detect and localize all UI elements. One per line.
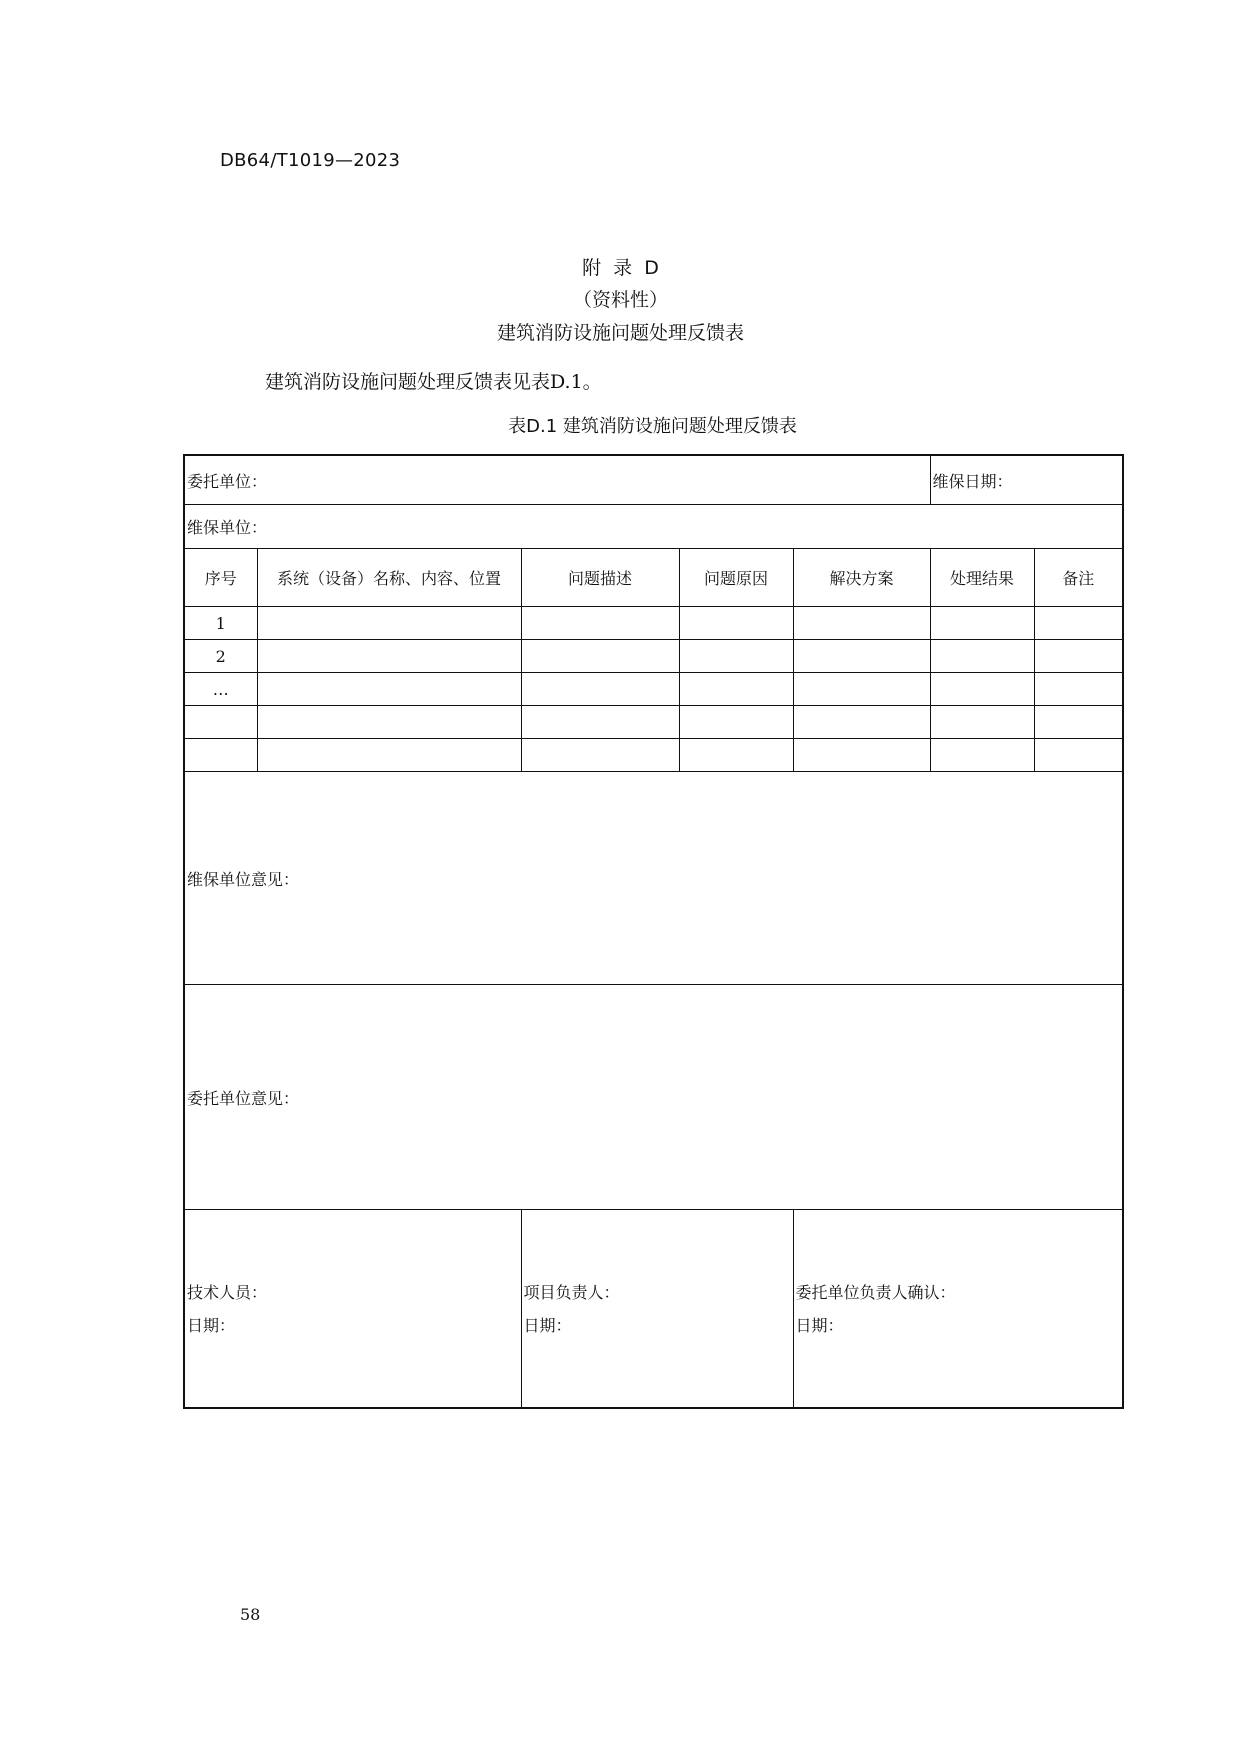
table-cell[interactable] bbox=[679, 739, 793, 772]
maint-date-field[interactable]: 维保日期： bbox=[930, 455, 1123, 505]
appendix-label: 附 录 D bbox=[582, 257, 659, 279]
table-cell[interactable] bbox=[521, 607, 679, 640]
row-number bbox=[184, 739, 257, 772]
table-cell[interactable] bbox=[1034, 673, 1123, 706]
table-row bbox=[184, 673, 1123, 706]
signature-technician[interactable] bbox=[184, 1210, 521, 1409]
signature-date: 日期： bbox=[795, 1315, 844, 1335]
table-cell[interactable] bbox=[257, 607, 521, 640]
table-cell[interactable] bbox=[1034, 706, 1123, 739]
entrust-opinion-field[interactable]: 委托单位意见： bbox=[184, 985, 1123, 1210]
column-header: 处理结果 bbox=[930, 549, 1034, 607]
entrust-unit-field[interactable]: 委托单位： bbox=[184, 455, 930, 505]
signature-role: 技术人员： bbox=[187, 1282, 268, 1302]
maint-unit-field[interactable]: 维保单位： bbox=[184, 505, 1123, 549]
table-row bbox=[184, 640, 1123, 673]
column-header: 序号 bbox=[184, 549, 257, 607]
signature-row bbox=[184, 1210, 1123, 1409]
signature-role: 项目负责人： bbox=[523, 1282, 620, 1302]
row-number: 1 bbox=[184, 607, 257, 640]
table-cell[interactable] bbox=[257, 673, 521, 706]
maint-opinion-field[interactable]: 维保单位意见： bbox=[184, 772, 1123, 985]
signature-date: 日期： bbox=[187, 1315, 236, 1335]
table-cell[interactable] bbox=[521, 739, 679, 772]
row-number bbox=[184, 706, 257, 739]
body-paragraph: 建筑消防设施问题处理反馈表见表D.1。 bbox=[265, 371, 602, 393]
table-cell[interactable] bbox=[930, 607, 1034, 640]
page-number: 58 bbox=[240, 1605, 261, 1624]
appendix-nature: （资料性） bbox=[572, 289, 668, 311]
table-cell[interactable] bbox=[930, 673, 1034, 706]
row-number: 2 bbox=[184, 640, 257, 673]
table-cell[interactable] bbox=[930, 640, 1034, 673]
table-cell[interactable] bbox=[793, 706, 930, 739]
table-cell[interactable] bbox=[793, 607, 930, 640]
table-cell[interactable] bbox=[930, 739, 1034, 772]
entrust-opinion-row bbox=[184, 985, 1123, 1210]
feedback-form-table bbox=[183, 454, 1124, 1409]
table-cell[interactable] bbox=[521, 673, 679, 706]
table-cell[interactable] bbox=[1034, 739, 1123, 772]
signature-role: 委托单位负责人确认： bbox=[795, 1282, 956, 1302]
table-cell[interactable] bbox=[257, 640, 521, 673]
maint-opinion-row bbox=[184, 772, 1123, 985]
column-header: 问题描述 bbox=[521, 549, 679, 607]
signature-date: 日期： bbox=[523, 1315, 572, 1335]
table-cell[interactable] bbox=[793, 739, 930, 772]
table-row bbox=[184, 739, 1123, 772]
table-cell[interactable] bbox=[679, 673, 793, 706]
table-cell[interactable] bbox=[679, 607, 793, 640]
table-cell[interactable] bbox=[257, 706, 521, 739]
table-cell[interactable] bbox=[793, 640, 930, 673]
appendix-title: 建筑消防设施问题处理反馈表 bbox=[496, 322, 744, 344]
table-cell[interactable] bbox=[521, 706, 679, 739]
standard-code: DB64/T1019—2023 bbox=[220, 150, 401, 171]
entrust-unit-row bbox=[184, 455, 1123, 505]
table-cell[interactable] bbox=[793, 673, 930, 706]
table-cell[interactable] bbox=[1034, 607, 1123, 640]
column-header: 备注 bbox=[1034, 549, 1123, 607]
table-cell[interactable] bbox=[521, 640, 679, 673]
table-row bbox=[184, 607, 1123, 640]
table-cell[interactable] bbox=[257, 739, 521, 772]
table-cell[interactable] bbox=[679, 706, 793, 739]
table-caption: 表D.1 建筑消防设施问题处理反馈表 bbox=[508, 416, 797, 437]
column-header: 问题原因 bbox=[679, 549, 793, 607]
table-cell[interactable] bbox=[1034, 640, 1123, 673]
signature-entrust-lead[interactable] bbox=[793, 1210, 1123, 1409]
row-number: … bbox=[184, 673, 257, 706]
table-row bbox=[184, 706, 1123, 739]
column-header: 系统（设备）名称、内容、位置 bbox=[257, 549, 521, 607]
column-header: 解决方案 bbox=[793, 549, 930, 607]
table-cell[interactable] bbox=[679, 640, 793, 673]
table-cell[interactable] bbox=[930, 706, 1034, 739]
signature-project-lead[interactable] bbox=[521, 1210, 793, 1409]
column-header-row bbox=[184, 549, 1123, 607]
maint-unit-row bbox=[184, 505, 1123, 549]
